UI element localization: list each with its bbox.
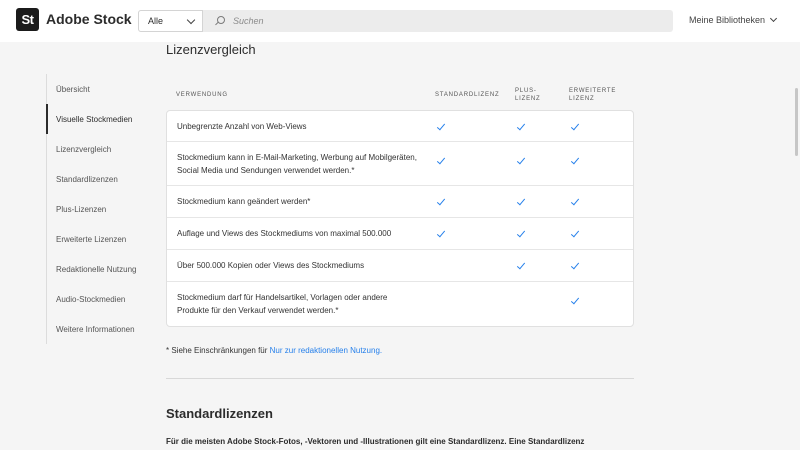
usage-text: Stockmedium darf für Handelsartikel, Vorlagen oder andere Produkte für den Verkauf verwendet werden.* [177, 293, 388, 315]
editorial-use-link[interactable]: Nur zur redaktionellen Nutzung. [269, 346, 383, 355]
checkmark-icon [437, 229, 447, 239]
sidebar-item-audio-stock[interactable]: Audio-Stockmedien [46, 284, 146, 314]
usage-text: Auflage und Views des Stockmediums von maximal 500.000 [177, 229, 392, 238]
license-comparison-table [166, 78, 634, 327]
section-title-standard-licenses: Standardlizenzen [166, 406, 273, 421]
header-plus-line1: PLUS- [515, 88, 537, 94]
usage-text: Stockmedium kann geändert werden* [177, 197, 311, 206]
usage-text: Stockmedium kann in E-Mail-Marketing, Werbung auf Mobilgeräten, Social Media und Sendungen verwendet werden.* [177, 152, 417, 175]
sidebar-item-editorial-use[interactable]: Redaktionelle Nutzung [46, 254, 146, 284]
adobe-stock-logo[interactable]: St [16, 8, 39, 31]
my-libraries-menu[interactable] [689, 15, 776, 25]
search-scope-select[interactable] [138, 10, 203, 32]
usage-text: Unbegrenzte Anzahl von Web-Views [177, 121, 307, 131]
checkmark-icon [437, 197, 447, 207]
search-scope-value: Alle [148, 16, 164, 26]
footnote-text: * Siehe Einschränkungen für [166, 346, 270, 355]
checkmark-icon [571, 229, 581, 239]
checkmark-icon [437, 156, 447, 166]
table-header [166, 78, 634, 110]
sidebar-item-license-comparison[interactable]: Lizenzvergleich [46, 134, 146, 164]
table-body [166, 110, 634, 327]
checkmark-icon [437, 122, 447, 132]
checkmark-icon [517, 156, 527, 166]
sidebar-item-more-info[interactable]: Weitere Informationen [46, 314, 146, 344]
section-divider [166, 378, 634, 379]
header-extended-license [569, 87, 616, 103]
checkmark-icon [517, 261, 527, 271]
search-icon [215, 16, 225, 26]
checkmark-icon [571, 261, 581, 271]
table-row [167, 186, 633, 218]
sidebar-item-overview[interactable]: Übersicht [46, 74, 146, 104]
scrollbar-thumb[interactable] [795, 88, 798, 156]
checkmark-icon [517, 197, 527, 207]
table-row [167, 250, 633, 282]
table-row [167, 282, 633, 326]
header-plus-line2: LIZENZ [515, 96, 541, 102]
checkmark-icon [571, 156, 581, 166]
header-extended-line2: LIZENZ [569, 96, 595, 102]
checkmark-icon [517, 229, 527, 239]
top-bar [0, 0, 800, 42]
search-input[interactable] [233, 16, 633, 26]
my-libraries-label: Meine Bibliotheken [689, 15, 766, 25]
section-nav [46, 74, 146, 344]
chevron-down-icon [187, 15, 195, 23]
header-usage: VERWENDUNG [176, 92, 228, 98]
header-plus-license [515, 87, 540, 103]
table-row [167, 142, 633, 186]
sidebar-item-visual-stock[interactable]: Visuelle Stockmedien [46, 104, 146, 134]
sidebar-item-extended-licenses[interactable]: Erweiterte Lizenzen [46, 224, 146, 254]
footnote [166, 346, 382, 355]
checkmark-icon [571, 296, 581, 306]
checkmark-icon [517, 122, 527, 132]
standard-licenses-intro: Für die meisten Adobe Stock-Fotos, -Vektoren und -Illustrationen gilt eine Standardlizenz. Eine Standardlizenz [166, 437, 585, 446]
table-row [167, 111, 633, 142]
checkmark-icon [571, 122, 581, 132]
search-bar [138, 10, 673, 32]
header-extended-line1: ERWEITERTE [569, 88, 617, 94]
sidebar-item-standard-licenses[interactable]: Standardlizenzen [46, 164, 146, 194]
checkmark-icon [571, 197, 581, 207]
brand-name[interactable]: Adobe Stock [46, 11, 132, 27]
section-title-license-comparison: Lizenzvergleich [166, 42, 256, 57]
table-row [167, 218, 633, 250]
header-standard-license: STANDARDLIZENZ [435, 92, 500, 98]
sidebar-item-plus-licenses[interactable]: Plus-Lizenzen [46, 194, 146, 224]
usage-text: Über 500.000 Kopien oder Views des Stockmediums [177, 261, 365, 270]
chevron-down-icon [770, 15, 777, 22]
